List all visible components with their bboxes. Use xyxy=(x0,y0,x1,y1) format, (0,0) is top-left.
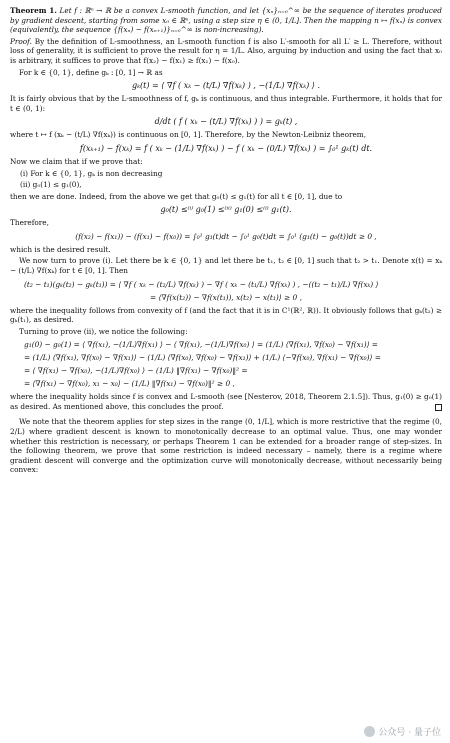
theorem-block xyxy=(10,6,442,35)
qed-square-icon xyxy=(435,404,442,411)
paper-page xyxy=(10,6,442,477)
proof-text-11: Turning to prove (ii), we notice the following: xyxy=(19,326,188,336)
proof-text-7: Therefore, xyxy=(10,218,49,228)
equation-ii-line-3: = ⟨ ∇f(x₁) − ∇f(x₀), −(1/L)∇f(x₀) ⟩ − (1/L) ‖∇f(x₁) − ∇f(x₀)‖² = xyxy=(24,366,248,376)
equation-derivative: d/dt ( f ( xₖ − (t/L) ∇f(xₖ) ) ) = gₖ(t) , xyxy=(154,117,298,127)
equation-g-definition: gₖ(t) = ⟨ ∇f ( xₖ − (t/L) ∇f(xₖ) ) , −(1/L) ∇f(xₖ) ⟩ . xyxy=(132,81,320,91)
proof-text-1: By the definition of L-smoothness, an L-smooth function f is also L′-smooth for all L′ ≥ L. Therefore, without loss of generality, it is sufficient to prove the result for η = 1/L. Also, arguing by induction and using the fact that x₀ is arbitrary, it suffices to prove that f(x₂) − f(x₁) ≥ f(x₁) − f(x₀). xyxy=(10,36,442,65)
claim-item-i: (i) For k ∈ {0, 1}, gₖ is non decreasing xyxy=(20,168,163,178)
watermark-text: 公众号 · 量子位 xyxy=(378,728,441,738)
equation-monotone-line-2: = ⟨∇f(x(t₂)) − ∇f(x(t₁)), x(t₂) − x(t₁)⟩ ≥ 0 , xyxy=(150,292,302,302)
proof-text-6: then we are done. Indeed, from the above we get that g₀(t) ≤ g₁(t) for all t ∈ [0, 1], due to xyxy=(10,191,343,201)
equation-ii-line-2: = (1/L) ⟨∇f(x₁), ∇f(x₀) − ∇f(x₁)⟩ − (1/L) ⟨∇f(x₀), ∇f(x₀) − ∇f(x₁)⟩ + (1/L) ⟨−∇f(x₀), ∇f(x₁) − ∇f(x₀)⟩ = xyxy=(24,353,381,363)
equation-ii-line-4: = ⟨∇f(x₁) − ∇f(x₀), x₁ − x₀⟩ − (1/L) ‖∇f(x₁) − ∇f(x₀)‖² ≥ 0 , xyxy=(24,379,235,389)
equation-monotone-line-1: (t₂ − t₁)(gₖ(t₂) − gₖ(t₁)) = ⟨ ∇f ( xₖ − (t₂/L) ∇f(xₖ) ) − ∇f ( xₖ − (t₁/L) ∇f(xₖ) ) , −((t₂ − t₁)/L) ∇f(xₖ) ⟩ xyxy=(24,279,379,289)
equation-newton-leibniz: f(xₖ₊₁) − f(xₖ) = f ( xₖ − (1/L) ∇f(xₖ) ) − f ( xₖ − (0/L) ∇f(xₖ) ) = ∫₀¹ gₖ(t) dt. xyxy=(79,143,373,153)
proof-text-9: We now turn to prove (i). Let there be k ∈ {0, 1} and let there be t₁, t₂ ∈ [0, 1] such that t₂ > t₁. Denote x(t) = xₖ − (t/L) ∇f(xₖ) for t ∈ [0, 1]. Then xyxy=(10,256,442,275)
wechat-logo-icon xyxy=(364,726,375,737)
claim-list xyxy=(20,169,442,190)
proof-text-4: where t ↦ f (xₖ − (t/L) ∇f(xₖ)) is continuous on [0, 1]. Therefore, by the Newton-Leibniz theorem, xyxy=(10,130,367,140)
proof-text-3: It is fairly obvious that by the L-smoothness of f, gₖ is continuous, and thus integrable. Furthermore, it holds that for t ∈ (0, 1): xyxy=(10,94,442,113)
theorem-heading: Theorem 1. xyxy=(10,6,57,15)
proof-heading: Proof. xyxy=(10,36,32,46)
proof-text-5: Now we claim that if we prove that: xyxy=(10,156,143,166)
theorem-statement: Let f : ℝⁿ → ℝ be a convex L-smooth function, and let {xₙ}ₙ₌₀^∞ be the sequence of iterates produced by gradient descent, starting from some x₀ ∈ ℝⁿ, using a step size η ∈ (0, 1/L]. Then the mapping n ↦ f(xₙ) is convex (equivalently, the sequence {f(xₙ) − f(xₙ₊₁)}ₙ₌₀^∞ is non-increasing). xyxy=(10,6,442,35)
closing-paragraph: We note that the theorem applies for step sizes in the range (0, 1/L], which is more restrictive that the regime (0, 2/L) where gradient descent is known to monotonically decrease to an optimal value. Thus, one may wonder whether this restriction is necessary, or perhaps Theorem 1 can be extended for a broader range of step-sizes. In the following theorem, we prove that some restriction is indeed necessary – namely, there is a regime where gradient descent will converge and the optimization curve will monotonically decrease, without necessarily being convex: xyxy=(10,417,442,475)
equation-ii-line-1: g₁(0) − g₀(1) = ⟨ ∇f(x₁), −(1/L)∇f(x₁) ⟩ − ⟨ ∇f(x₁), −(1/L)∇f(x₀) ⟩ = (1/L) ⟨∇f(x₁), ∇f(x₀) − ∇f(x₁)⟩ = xyxy=(24,340,379,350)
proof-conclusion: where the inequality holds since f is convex and L-smooth (see [Nesterov, 2018, Theorem 2.1.5]). Thus, g₁(0) ≥ g₀(1) as desired. As mentioned above, this concludes the proof. xyxy=(10,392,442,411)
equation-chain-inequality: g₀(t) ≤⁽ⁱ⁾ g₀(1) ≤⁽ⁱⁱ⁾ g₁(0) ≤⁽ⁱ⁾ g₁(t). xyxy=(160,205,292,215)
watermark xyxy=(361,724,444,739)
proof-text-10: where the inequality follows from convexity of f (and the fact that it is in C¹(ℝ², ℝ)). It obviously follows that gₖ(t₂) ≥ gₖ(t₁), as desired. xyxy=(10,305,442,325)
claim-item-ii: (ii) g₀(1) ≤ g₁(0), xyxy=(20,179,82,189)
proof-text-12 xyxy=(10,392,442,411)
equation-integral-difference: (f(x₂) − f(x₁)) − (f(x₁) − f(x₀)) = ∫₀¹ g₁(t)dt − ∫₀¹ g₀(t)dt = ∫₀¹ (g₁(t) − g₀(t))dt ≥ 0 , xyxy=(75,231,377,241)
proof-text-8: which is the desired result. xyxy=(10,244,111,254)
proof-paragraph-1 xyxy=(10,37,442,66)
proof-text-2: For k ∈ {0, 1}, define gₖ : [0, 1] → ℝ as xyxy=(19,67,163,77)
